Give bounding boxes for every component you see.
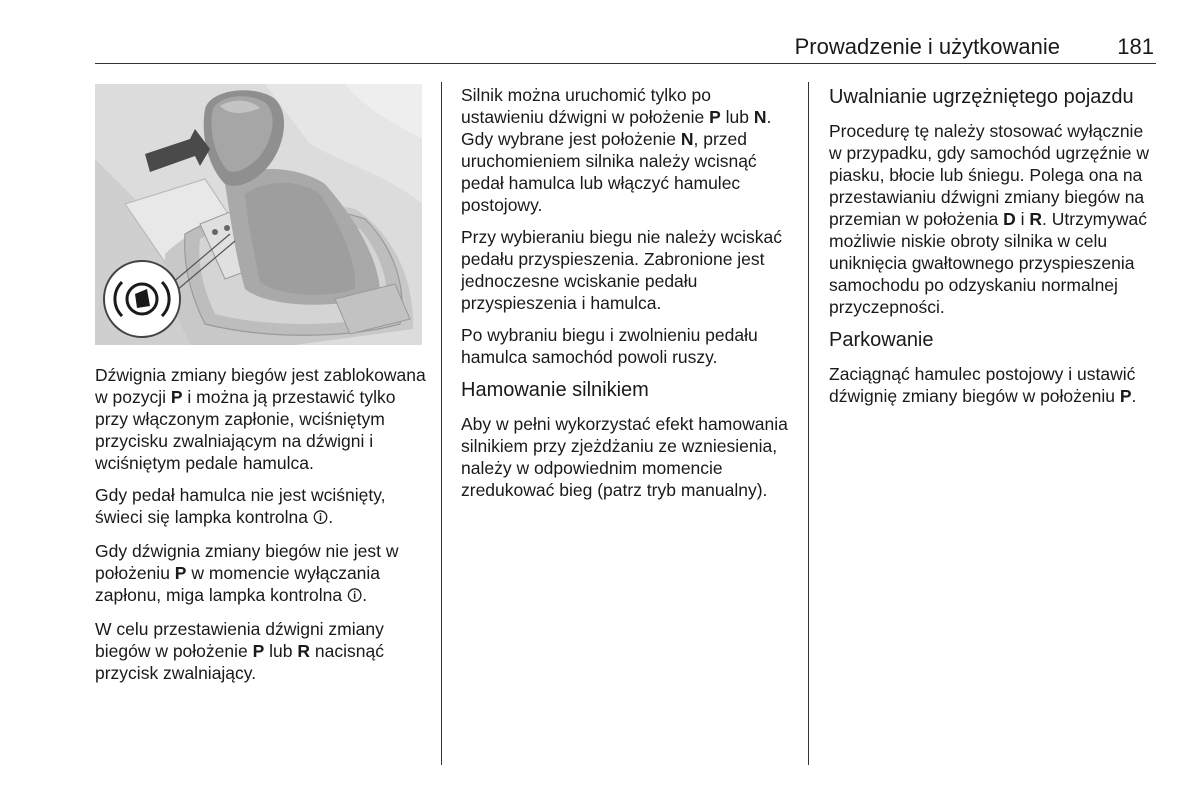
paragraph: Silnik można uruchomić tylko po ustawieniu dźwigni w położenie P lub N. Gdy wybrane jest położenie N, przed uruchomieniem silnika należy wcisnąć pedał hamulca lub włączyć hamulec postojowy. — [461, 85, 772, 215]
column-divider — [808, 82, 809, 765]
section-heading: Parkowanie — [829, 329, 934, 351]
paragraph: Zaciągnąć hamulec postojowy i ustawić dźwignię zmiany biegów w położeniu P. — [829, 364, 1137, 406]
paragraph: Procedurę tę należy stosować wyłącznie w przypadku, gdy samochód ugrzęźnie w piasku, błocie lub śniegu. Polega ona na przestawianiu dźwigni zmiany biegów na przemian w położenia D i R. Utrzymywać możliwie niskie obroty silnika w celu uniknięcia gwałtownego przyspieszenia samochodu po odzyskaniu normalnej przyczepności. — [829, 121, 1150, 317]
column-2 — [461, 84, 796, 511]
section-heading: Uwalnianie ugrzężniętego pojazdu — [829, 86, 1134, 108]
column-1 — [95, 364, 431, 694]
column-3 — [829, 85, 1159, 417]
paragraph: Gdy pedał hamulca nie jest wciśnięty, świeci się lampka kontrolna 🛈. — [95, 485, 386, 527]
brake-warning-lamp-icon: 🛈 — [312, 510, 329, 527]
page-number: 181 — [1117, 34, 1154, 59]
gear-lever-illustration — [95, 84, 422, 345]
paragraph: Aby w pełni wykorzystać efekt hamowania silnikiem przy zjeżdżaniu ze wzniesienia, należy w odpowiednim momencie zredukować bieg (patrz tryb manualny). — [461, 414, 788, 500]
paragraph: Dźwignia zmiany biegów jest zablokowana w pozycji P i można ją przestawić tylko przy włączonym zapłonie, wciśniętym przycisku zwalniającym na dźwigni i wciśniętym pedale hamulca. — [95, 365, 426, 473]
paragraph: Po wybraniu biegu i zwolnieniu pedału hamulca samochód powoli ruszy. — [461, 325, 758, 367]
column-divider — [441, 82, 442, 765]
paragraph: Gdy dźwignia zmiany biegów nie jest w położeniu P w momencie wyłączania zapłonu, miga lampka kontrolna 🛈. — [95, 541, 399, 605]
section-heading: Hamowanie silnikiem — [461, 379, 649, 401]
header-divider — [95, 63, 1156, 64]
paragraph: Przy wybieraniu biegu nie należy wciskać pedału przyspieszenia. Zabronione jest jednoczesne wciskanie pedału przyspieszenia i hamulca. — [461, 227, 782, 313]
section-title: Prowadzenie i użytkowanie — [794, 34, 1060, 59]
brake-warning-lamp-icon: 🛈 — [346, 588, 363, 605]
paragraph: W celu przestawienia dźwigni zmiany biegów w położenie P lub R nacisnąć przycisk zwalniający. — [95, 619, 384, 683]
